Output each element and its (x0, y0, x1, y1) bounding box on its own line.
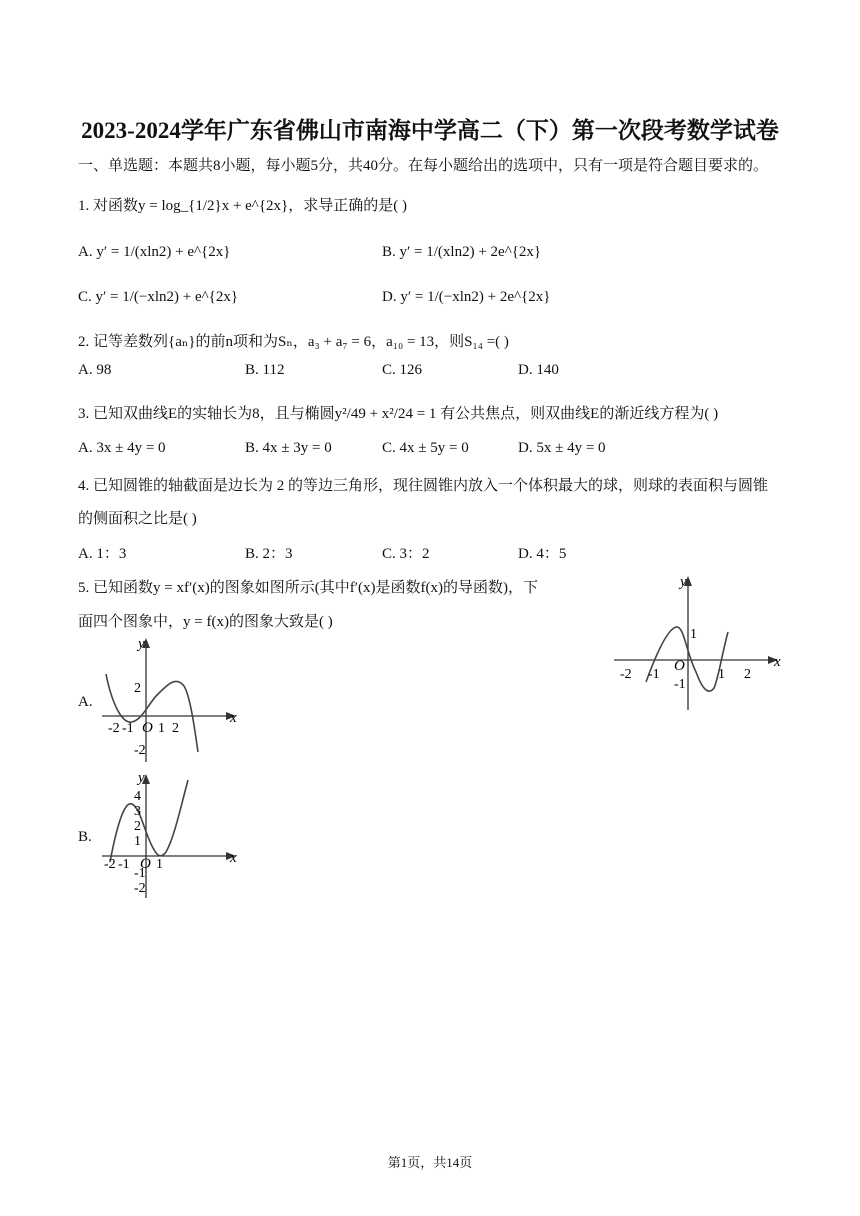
x-tick: 1 (158, 721, 165, 736)
x-tick: 2 (172, 721, 179, 736)
y-tick: -1 (134, 866, 146, 881)
q5-main-graph (610, 572, 782, 714)
q1-option-b: B. y′ = 1/(xln2) + 2e^{2x} (382, 244, 542, 260)
y-label: y (138, 770, 145, 786)
q4-option-d: D. 4：5 (518, 546, 567, 562)
q5-option-a-graph (98, 634, 246, 766)
y-tick: -2 (134, 881, 146, 896)
page-title: 2023-2024学年广东省佛山市南海中学高二（下）第一次段考数学试卷 (81, 118, 779, 143)
q1-option-c: C. y′ = 1/(−xln2) + e^{2x} (78, 289, 239, 305)
x-tick: 1 (156, 857, 163, 872)
q4-option-b: B. 2：3 (245, 546, 293, 562)
curve (110, 780, 188, 862)
q3-option-a: A. 3x ± 4y = 0 (78, 440, 166, 456)
q4-stem-line1: 4. 已知圆锥的轴截面是边长为 2 的等边三角形，现往圆锥内放入一个体积最大的球，则球的表面积与圆锥 (78, 478, 769, 494)
y-label: y (680, 574, 687, 590)
x-label: x (230, 710, 237, 726)
q5-option-b-graph (98, 770, 246, 900)
x-label: x (774, 654, 781, 670)
q3-stem: 3. 已知双曲线E的实轴长为8，且与椭圆y²/49 + x²/24 = 1 有公共焦点，则双曲线E的渐近线方程为( ) (78, 406, 719, 422)
y-tick: 3 (134, 804, 141, 819)
page-footer: 第1页，共14页 (387, 1155, 473, 1170)
x-tick: -1 (118, 857, 130, 872)
q5-option-b-label: B. (78, 829, 92, 845)
y-tick: -1 (674, 677, 686, 692)
q1-option-a: A. y′ = 1/(xln2) + e^{2x} (78, 244, 231, 260)
x-tick: -1 (648, 667, 660, 682)
section-heading: 一、单选题：本题共8小题，每小题5分，共40分。在每小题给出的选项中，只有一项是符合题目要求的。 (78, 158, 769, 174)
q3-option-b: B. 4x ± 3y = 0 (245, 440, 332, 456)
q1-option-d: D. y′ = 1/(−xln2) + 2e^{2x} (382, 289, 551, 305)
curve (106, 674, 198, 752)
q4-stem-line2: 的侧面积之比是( ) (78, 511, 197, 527)
origin-label: O (142, 720, 153, 736)
origin-label: O (140, 856, 151, 872)
q5-stem-line2: 面四个图象中，y = f(x)的图象大致是( ) (78, 614, 333, 630)
x-tick: 1 (718, 667, 725, 682)
q2-stem: 2. 记等差数列{aₙ}的前n项和为Sₙ，a₃ + a₇ = 6，a₁₀ = 13，则S₁₄ =( ) (78, 334, 509, 350)
q4-option-c: C. 3：2 (382, 546, 430, 562)
q2-option-a: A. 98 (78, 362, 112, 378)
y-tick: 1 (690, 627, 697, 642)
q5-stem-line1: 5. 已知函数y = xf′(x)的图象如图所示(其中f′(x)是函数f(x)的导函数)，下 (78, 580, 538, 596)
y-tick: 1 (134, 834, 141, 849)
q5-option-a-label: A. (78, 694, 93, 710)
y-label: y (138, 636, 145, 652)
x-tick: -2 (108, 721, 120, 736)
y-tick: 2 (134, 819, 141, 834)
q2-option-d: D. 140 (518, 362, 559, 378)
q1-stem: 1. 对函数y = log_{1/2}x + e^{2x}，求导正确的是( ) (78, 198, 407, 214)
origin-label: O (674, 658, 685, 674)
y-tick: 2 (134, 681, 141, 696)
y-tick: 4 (134, 789, 141, 804)
q2-option-c: C. 126 (382, 362, 423, 378)
x-label: x (230, 850, 237, 866)
x-tick: -2 (620, 667, 632, 682)
y-tick: -2 (134, 743, 146, 758)
x-tick: 2 (744, 667, 751, 682)
q3-option-c: C. 4x ± 5y = 0 (382, 440, 469, 456)
q4-option-a: A. 1：3 (78, 546, 127, 562)
x-tick: -1 (122, 721, 134, 736)
x-tick: -2 (104, 857, 116, 872)
q2-option-b: B. 112 (245, 362, 285, 378)
q3-option-d: D. 5x ± 4y = 0 (518, 440, 606, 456)
